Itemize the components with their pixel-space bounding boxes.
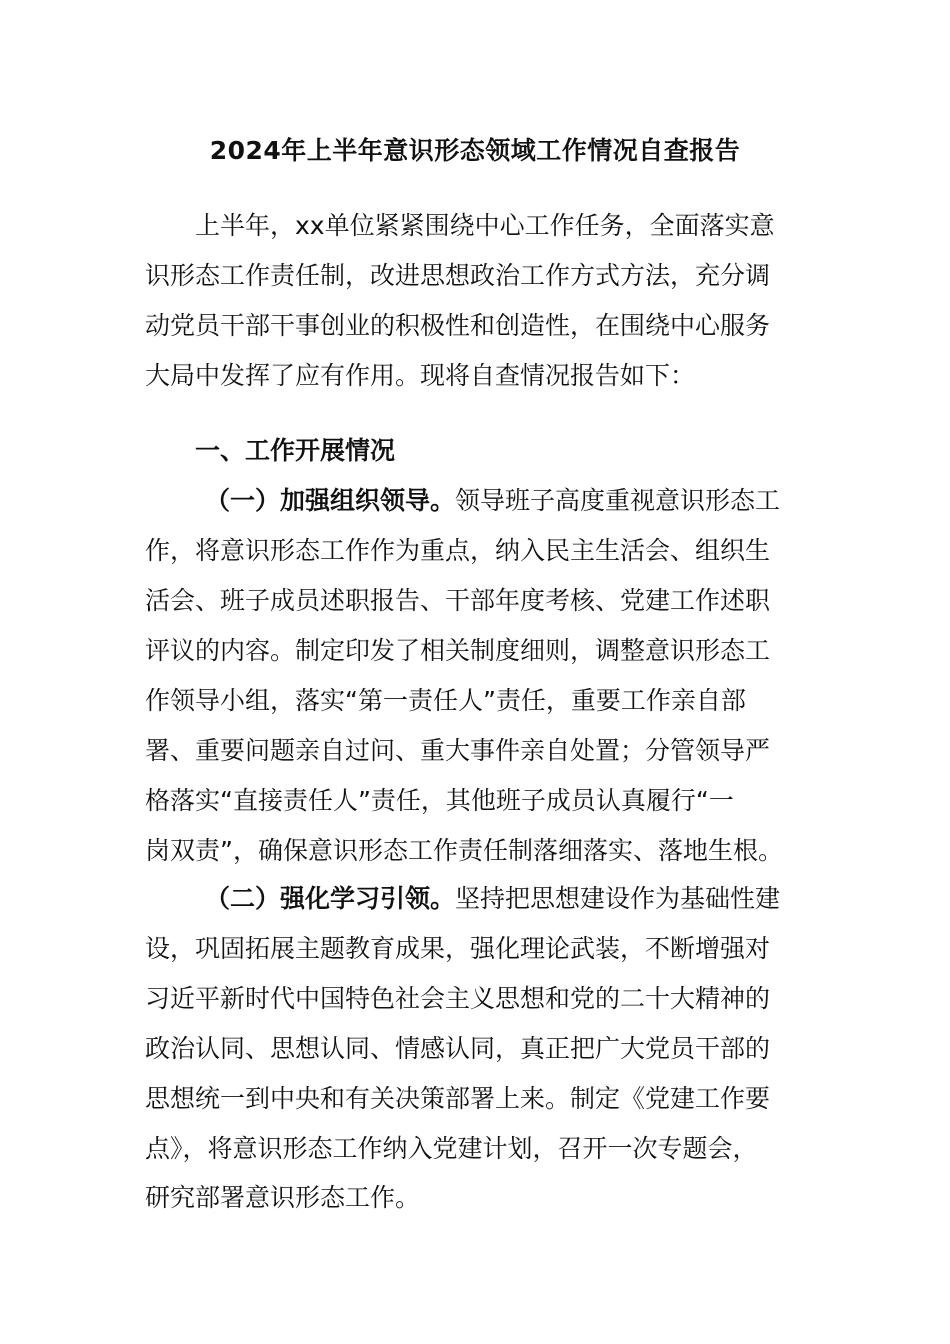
sub2-line-7: 研究部署意识形态工作。 <box>145 1183 421 1212</box>
sub1-line-5: 作领导小组，落实“第一责任人”责任，重要工作亲自部 <box>145 686 746 715</box>
intro-line-1: 上半年，xx单位紧紧围绕中心工作任务，全面落实意 <box>195 211 775 240</box>
sub2-line-4: 政治认同、思想认同、情感认同，真正把广大党员干部的 <box>145 1034 771 1063</box>
section-1-heading: 一、工作开展情况 <box>195 436 396 465</box>
sub2-line-5: 思想统一到中央和有关决策部署上来。制定《党建工作要 <box>145 1084 771 1113</box>
sub2-line-3: 习近平新时代中国特色社会主义思想和党的二十大精神的 <box>145 984 771 1013</box>
sub2-heading: （二）强化学习引领。 <box>205 884 456 913</box>
sub1-line-6: 署、重要问题亲自过问、重大事件亲自处置；分管领导严 <box>145 736 771 765</box>
sub1-first-line-text: 领导班子高度重视意识形态工 <box>455 486 781 515</box>
sub2-first-line <box>205 882 780 916</box>
intro-line-2: 识形态工作责任制，改进思想政治工作方式方法，充分调 <box>145 261 771 290</box>
intro-line-3: 动党员干部干事创业的积极性和创造性，在围绕中心服务 <box>145 311 771 340</box>
document-title: 2024年上半年意识形态领域工作情况自查报告 <box>209 136 741 165</box>
sub2-line-6: 点》，将意识形态工作纳入党建计划，召开一次专题会， <box>145 1134 758 1163</box>
sub1-line-4: 评议的内容。制定印发了相关制度细则，调整意识形态工 <box>145 636 771 665</box>
sub1-heading: （一）加强组织领导。 <box>205 486 456 515</box>
sub1-line-7: 格落实“直接责任人”责任，其他班子成员认真履行“一 <box>145 786 734 815</box>
sub1-line-8: 岗双责”，确保意识形态工作责任制落细落实、落地生根。 <box>145 836 783 865</box>
sub2-line-2: 设，巩固拓展主题教育成果，强化理论武装，不断增强对 <box>145 934 771 963</box>
sub1-line-3: 活会、班子成员述职报告、干部年度考核、党建工作述职 <box>145 586 771 615</box>
intro-line-4: 大局中发挥了应有作用。现将自查情况报告如下： <box>145 361 696 390</box>
sub1-line-2: 作，将意识形态工作作为重点，纳入民主生活会、组织生 <box>145 536 771 565</box>
sub2-first-line-text: 坚持把思想建设作为基础性建 <box>455 884 781 913</box>
sub1-first-line <box>205 484 780 518</box>
